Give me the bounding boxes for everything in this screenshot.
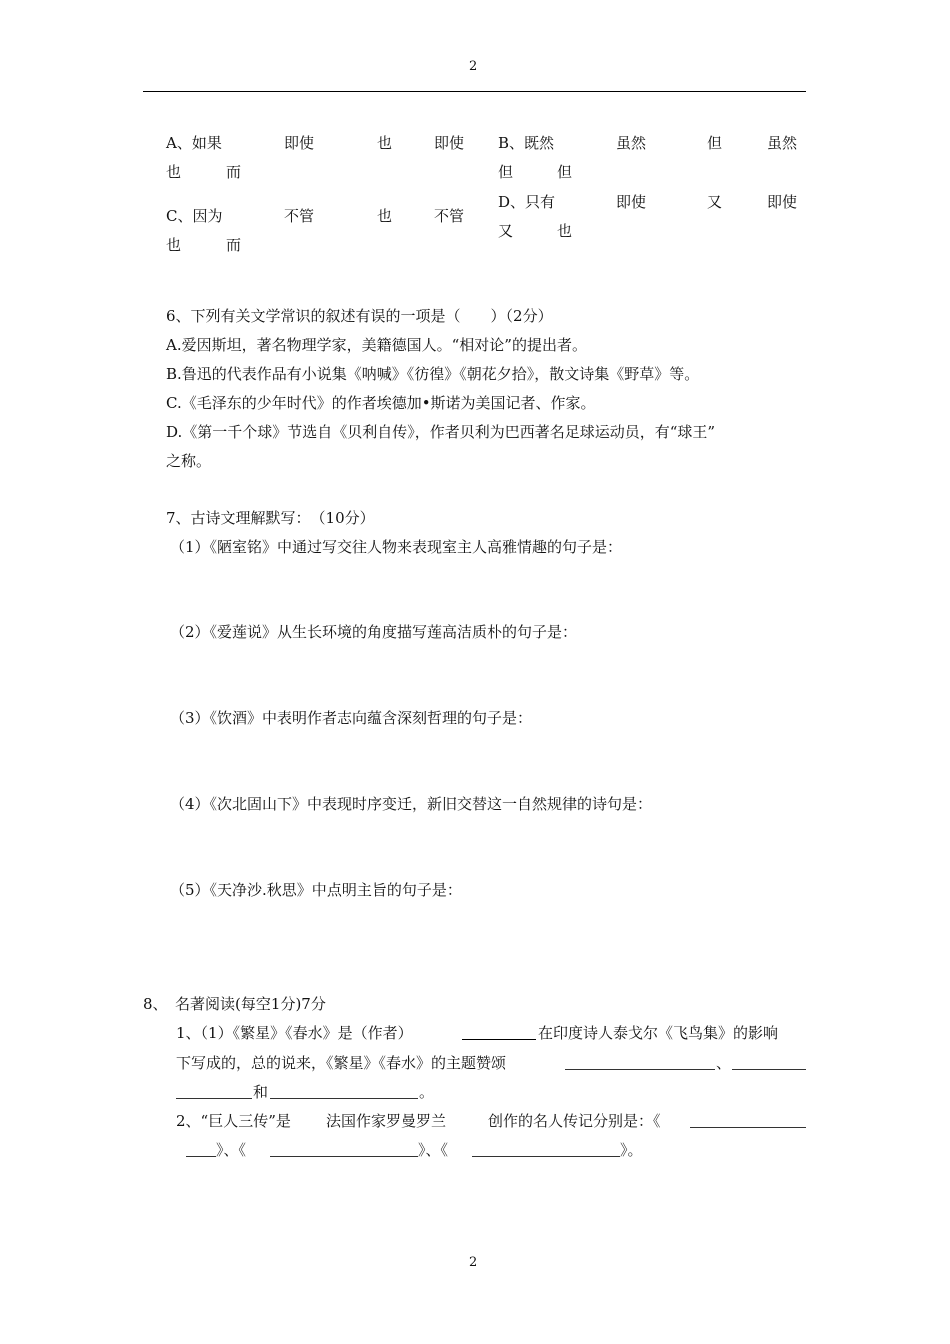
q8-theme-blank-1[interactable] bbox=[565, 1054, 715, 1070]
q5-a-4: 即使 bbox=[434, 134, 465, 152]
q5-a-5: 也 bbox=[166, 163, 182, 181]
q5-c-6: 而 bbox=[226, 236, 242, 254]
q5-d-3: 又 bbox=[707, 193, 723, 211]
q6-stem: 6、下列有关文学常识的叙述有误的一项是（ ）（2分） bbox=[166, 307, 553, 325]
q5-c-3: 也 bbox=[377, 207, 393, 225]
q7-item-2: （2）《爱莲说》从生长环境的角度描写莲高洁质朴的句子是： bbox=[170, 623, 578, 641]
q7-stem: 7、古诗文理解默写： （10分） bbox=[166, 509, 375, 527]
q5-b-5: 但 bbox=[498, 163, 514, 181]
q8-line2-text: 下写成的，总的说来，《繁星》《春水》的主题赞颂 bbox=[176, 1054, 507, 1072]
q6-option-a: A.爱因斯坦，著名物理学家，美籍德国人。“相对论”的提出者。 bbox=[166, 336, 587, 354]
header-rule bbox=[143, 91, 806, 92]
q7-item-4: （4）《次北固山下》中表现时序变迁，新旧交替这一自然规律的诗句是： bbox=[170, 795, 653, 813]
q8-line4-text: 2、“巨人三传”是 bbox=[176, 1112, 291, 1130]
q6-option-d-cont: 之称。 bbox=[166, 452, 212, 470]
q8-line2-sep: 、 bbox=[716, 1054, 732, 1072]
q5-a-3: 也 bbox=[377, 134, 393, 152]
q5-b-4: 虽然 bbox=[767, 134, 798, 152]
q8-stem: 8、 名著阅读(每空1分)7分 bbox=[143, 995, 326, 1013]
q8-line5-end: 》。 bbox=[620, 1141, 643, 1159]
q8-line4-tail: 创作的名人传记分别是：《 bbox=[488, 1112, 661, 1130]
q8-bio-blank-2[interactable] bbox=[270, 1141, 418, 1157]
q5-b-3: 但 bbox=[707, 134, 723, 152]
q5-b-1: B、既然 bbox=[498, 134, 555, 152]
q5-d-5: 又 bbox=[498, 222, 514, 240]
q8-theme-blank-2-start[interactable] bbox=[732, 1054, 806, 1070]
q7-item-3: （3）《饮酒》中表明作者志向蕴含深刻哲理的句子是： bbox=[170, 709, 533, 727]
q5-d-2: 即使 bbox=[616, 193, 647, 211]
q5-d-4: 即使 bbox=[767, 193, 798, 211]
q8-bio-blank-1-start[interactable] bbox=[690, 1112, 806, 1128]
q6-option-c: C.《毛泽东的少年时代》的作者埃德加•斯诺为美国记者、作家。 bbox=[166, 394, 596, 412]
q5-c-2: 不管 bbox=[284, 207, 315, 225]
q8-theme-blank-3[interactable] bbox=[270, 1083, 418, 1099]
q6-option-b: B.鲁迅的代表作品有小说集《呐喊》《彷徨》《朝花夕拾》，散文诗集《野草》等。 bbox=[166, 365, 700, 383]
q5-b-2: 虽然 bbox=[616, 134, 647, 152]
q5-d-6: 也 bbox=[557, 222, 573, 240]
q8-line1-tail: 在印度诗人泰戈尔《飞鸟集》的影响 bbox=[538, 1024, 779, 1042]
q8-line4-author: 法国作家罗曼罗兰 bbox=[326, 1112, 447, 1130]
q5-c-4: 不管 bbox=[434, 207, 465, 225]
q5-b-6: 但 bbox=[557, 163, 573, 181]
q8-bio-blank-1-end[interactable] bbox=[186, 1141, 216, 1157]
q5-a-6: 而 bbox=[226, 163, 242, 181]
q7-item-5: （5）《天净沙.秋思》中点明主旨的句子是： bbox=[170, 881, 462, 899]
q5-a-2: 即使 bbox=[284, 134, 315, 152]
q5-d-1: D、只有 bbox=[498, 193, 556, 211]
q8-author-blank[interactable] bbox=[462, 1024, 536, 1040]
q8-theme-blank-2-end[interactable] bbox=[176, 1083, 252, 1099]
header-page-number: 2 bbox=[469, 59, 478, 74]
q7-item-1: （1）《陋室铭》中通过写交往人物来表现室主人高雅情趣的句子是： bbox=[170, 538, 623, 556]
footer-page-number: 2 bbox=[469, 1255, 478, 1270]
q5-c-5: 也 bbox=[166, 236, 182, 254]
q8-line3-end: 。 bbox=[419, 1083, 435, 1101]
q8-line3-and: 和 bbox=[253, 1083, 269, 1101]
q5-a-1: A、如果 bbox=[166, 134, 222, 152]
q8-bio-blank-3[interactable] bbox=[472, 1141, 620, 1157]
q8-line1-text: 1、（1）《繁星》《春水》是（作者） bbox=[176, 1024, 413, 1042]
q5-c-1: C、因为 bbox=[166, 207, 223, 225]
q6-option-d: D.《第一千个球》节选自《贝利自传》，作者贝利为巴西著名足球运动员，有“球王” bbox=[166, 423, 716, 441]
q8-line5-sep2: 》、《 bbox=[418, 1141, 449, 1159]
q8-line5-sep1: 》、《 bbox=[216, 1141, 247, 1159]
